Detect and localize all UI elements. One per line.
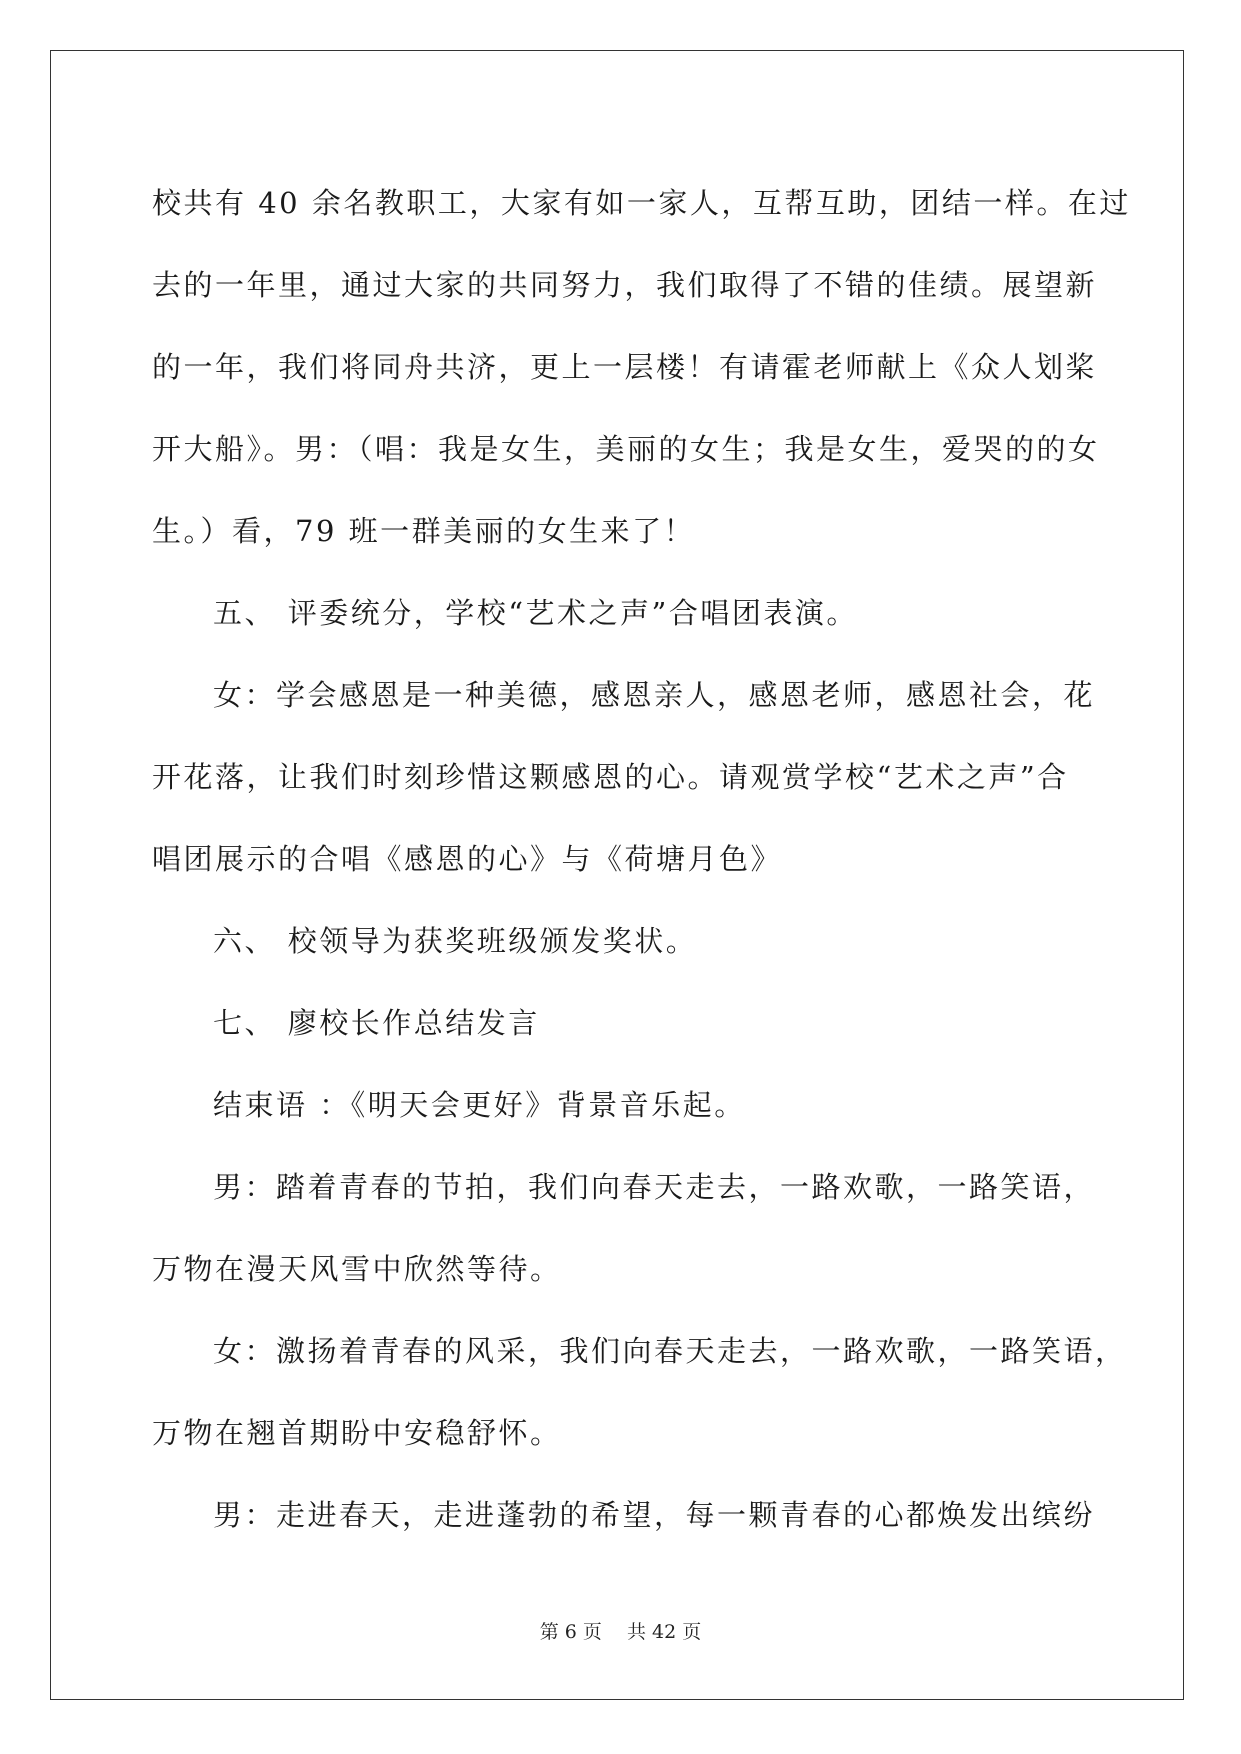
text-line: 男：走进春天，走进蓬勃的希望，每一颗青春的心都焕发出缤纷: [213, 1498, 1096, 1532]
page-number-footer: 第 6 页 共 42 页: [539, 1621, 702, 1643]
text-line: 生。）看，79 班一群美丽的女生来了！: [152, 514, 696, 548]
document-body: [152, 162, 1131, 1556]
text-line: 去的一年里，通过大家的共同努力，我们取得了不错的佳绩。展望新: [152, 268, 1098, 302]
text-line: 七、 廖校长作总结发言: [213, 1006, 540, 1040]
text-line: 开花落，让我们时刻珍惜这颗感恩的心。请观赏学校“艺术之声”合: [152, 760, 1069, 794]
text-line: 万物在漫天风雪中欣然等待。: [152, 1252, 562, 1286]
text-line: 万物在翘首期盼中安稳舒怀。: [152, 1416, 562, 1450]
text-line: 女：学会感恩是一种美德，感恩亲人，感恩老师，感恩社会，花: [213, 678, 1096, 712]
text-line: 五、 评委统分，学校“艺术之声”合唱团表演。: [213, 596, 858, 630]
text-line: 结束语 ：《明天会更好》背景音乐起。: [213, 1088, 746, 1122]
text-line: 开大船》。男：（唱：我是女生，美丽的女生；我是女生，爱哭的的女: [152, 432, 1100, 466]
text-line: 唱团展示的合唱《感恩的心》与《荷塘月色》: [152, 842, 783, 876]
text-line: 六、 校领导为获奖班级颁发奖状。: [213, 924, 698, 958]
text-line: 校共有 40 余名教职工，大家有如一家人，互帮互助，团结一样。在过: [152, 186, 1131, 220]
text-line: 男：踏着青春的节拍，我们向春天走去，一路欢歌，一路笑语，: [213, 1170, 1096, 1204]
text-line: 的一年，我们将同舟共济，更上一层楼！有请霍老师献上《众人划桨: [152, 350, 1098, 384]
text-line: 女：激扬着青春的风采，我们向春天走去，一路欢歌，一路笑语，: [213, 1334, 1127, 1368]
